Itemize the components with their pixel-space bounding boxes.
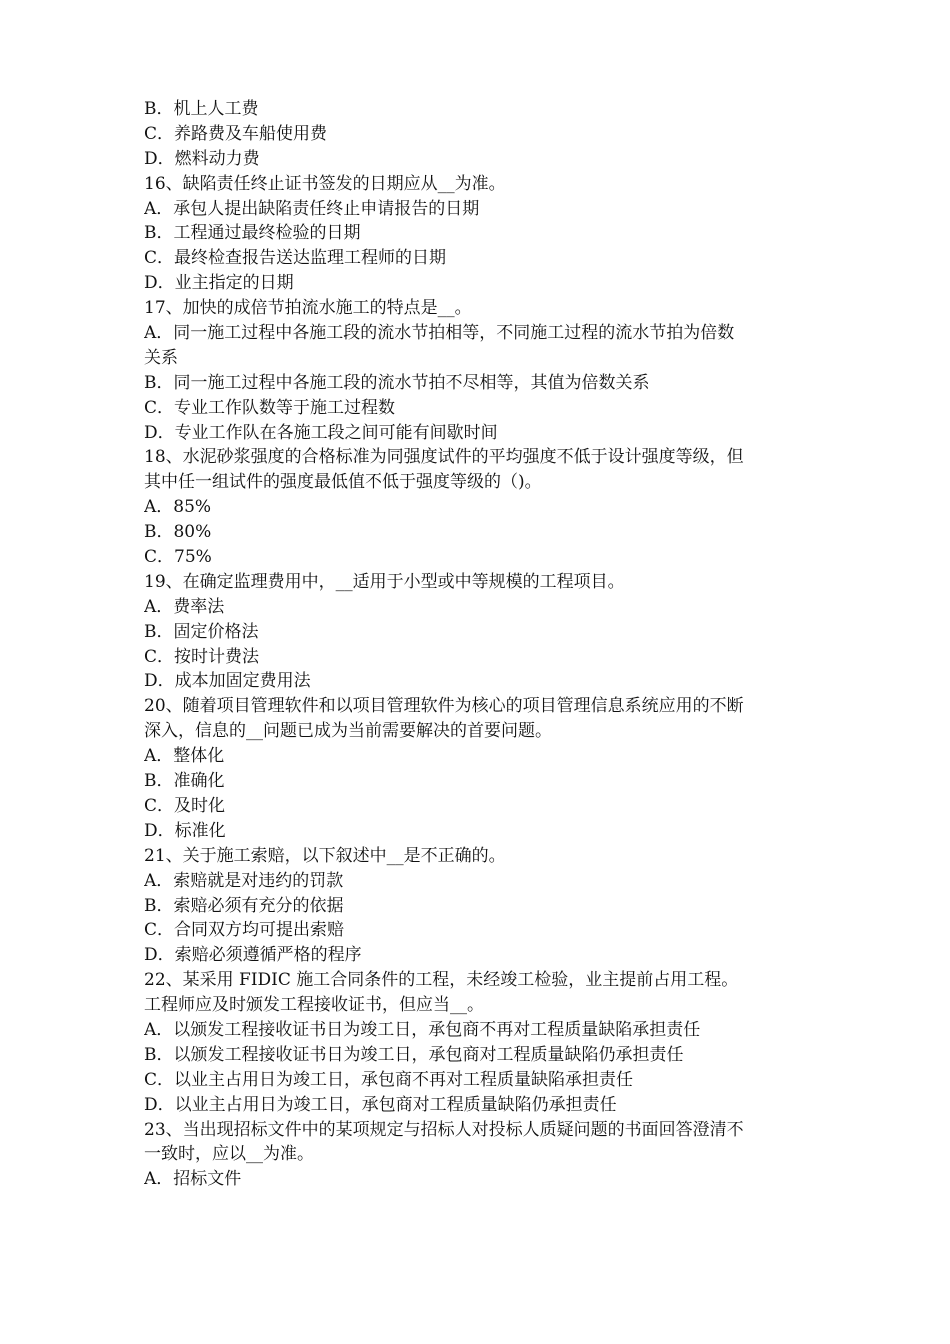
text-line: C．75% — [144, 547, 212, 568]
text-line: C．按时计费法 — [144, 646, 260, 667]
text-line: B．固定价格法 — [144, 621, 259, 642]
question-16: 16、缺陷责任终止证书签发的日期应从__为准。 — [144, 173, 506, 194]
text-line: C．养路费及车船使用费 — [144, 123, 328, 144]
text-line: A．招标文件 — [144, 1169, 242, 1190]
text-line: B．工程通过最终检验的日期 — [144, 223, 361, 244]
text-line: D．索赔必须遵循严格的程序 — [144, 945, 362, 966]
question-20: 20、随着项目管理软件和以项目管理软件为核心的项目管理信息系统应用的不断 — [144, 696, 744, 717]
question-23: 23、当出现招标文件中的某项规定与招标人对投标人质疑问题的书面回答澄清不 — [144, 1119, 744, 1140]
text-line: 一致时，应以__为准。 — [144, 1144, 314, 1165]
text-line: A．承包人提出缺陷责任终止申请报告的日期 — [144, 198, 480, 219]
document-page — [144, 97, 814, 1192]
question-21: 21、关于施工索赔，以下叙述中__是不正确的。 — [144, 845, 506, 866]
text-line: A．85% — [144, 497, 212, 518]
text-line: D．燃料动力费 — [144, 148, 260, 169]
text-line: C．最终检查报告送达监理工程师的日期 — [144, 248, 447, 269]
text-line: B．索赔必须有充分的依据 — [144, 895, 344, 916]
text-line: A．索赔就是对违约的罚款 — [144, 870, 344, 891]
text-line: D．标准化 — [144, 820, 226, 841]
question-17: 17、加快的成倍节拍流水施工的特点是__。 — [144, 298, 472, 319]
text-line: B．以颁发工程接收证书日为竣工日，承包商对工程质量缺陷仍承担责任 — [144, 1044, 684, 1065]
text-line: 其中任一组试件的强度最低值不低于强度等级的（)。 — [144, 472, 542, 493]
text-line: B．同一施工过程中各施工段的流水节拍不尽相等，其值为倍数关系 — [144, 372, 650, 393]
text-line: D．成本加固定费用法 — [144, 671, 311, 692]
text-line: B．机上人工费 — [144, 99, 259, 119]
text-line: A．以颁发工程接收证书日为竣工日，承包商不再对工程质量缺陷承担责任 — [144, 1019, 701, 1040]
text-line: C．专业工作队数等于施工过程数 — [144, 397, 396, 418]
text-line: D．以业主占用日为竣工日，承包商对工程质量缺陷仍承担责任 — [144, 1094, 617, 1115]
text-line: 工程师应及时颁发工程接收证书，但应当__。 — [144, 995, 484, 1016]
text-line: B．准确化 — [144, 771, 225, 792]
text-line: A．费率法 — [144, 596, 225, 617]
question-18: 18、水泥砂浆强度的合格标准为同强度试件的平均强度不低于设计强度等级，但 — [144, 447, 744, 468]
text-line: C．以业主占用日为竣工日，承包商不再对工程质量缺陷承担责任 — [144, 1069, 634, 1090]
text-line: C．及时化 — [144, 795, 226, 816]
text-line: 深入，信息的__问题已成为当前需要解决的首要问题。 — [144, 721, 552, 742]
text-line: C．合同双方均可提出索赔 — [144, 920, 345, 941]
text-line: 关系 — [144, 347, 178, 368]
text-line: D．业主指定的日期 — [144, 273, 294, 294]
text-line: B．80% — [144, 522, 212, 543]
question-19: 19、在确定监理费用中，__适用于小型或中等规模的工程项目。 — [144, 571, 625, 592]
question-22: 22、某采用 FIDIC 施工合同条件的工程，未经竣工检验，业主提前占用工程。 — [144, 970, 739, 991]
text-line: D．专业工作队在各施工段之间可能有间歇时间 — [144, 422, 498, 443]
text-line: A．同一施工过程中各施工段的流水节拍相等，不同施工过程的流水节拍为倍数 — [144, 323, 735, 344]
text-line: A．整体化 — [144, 746, 225, 767]
